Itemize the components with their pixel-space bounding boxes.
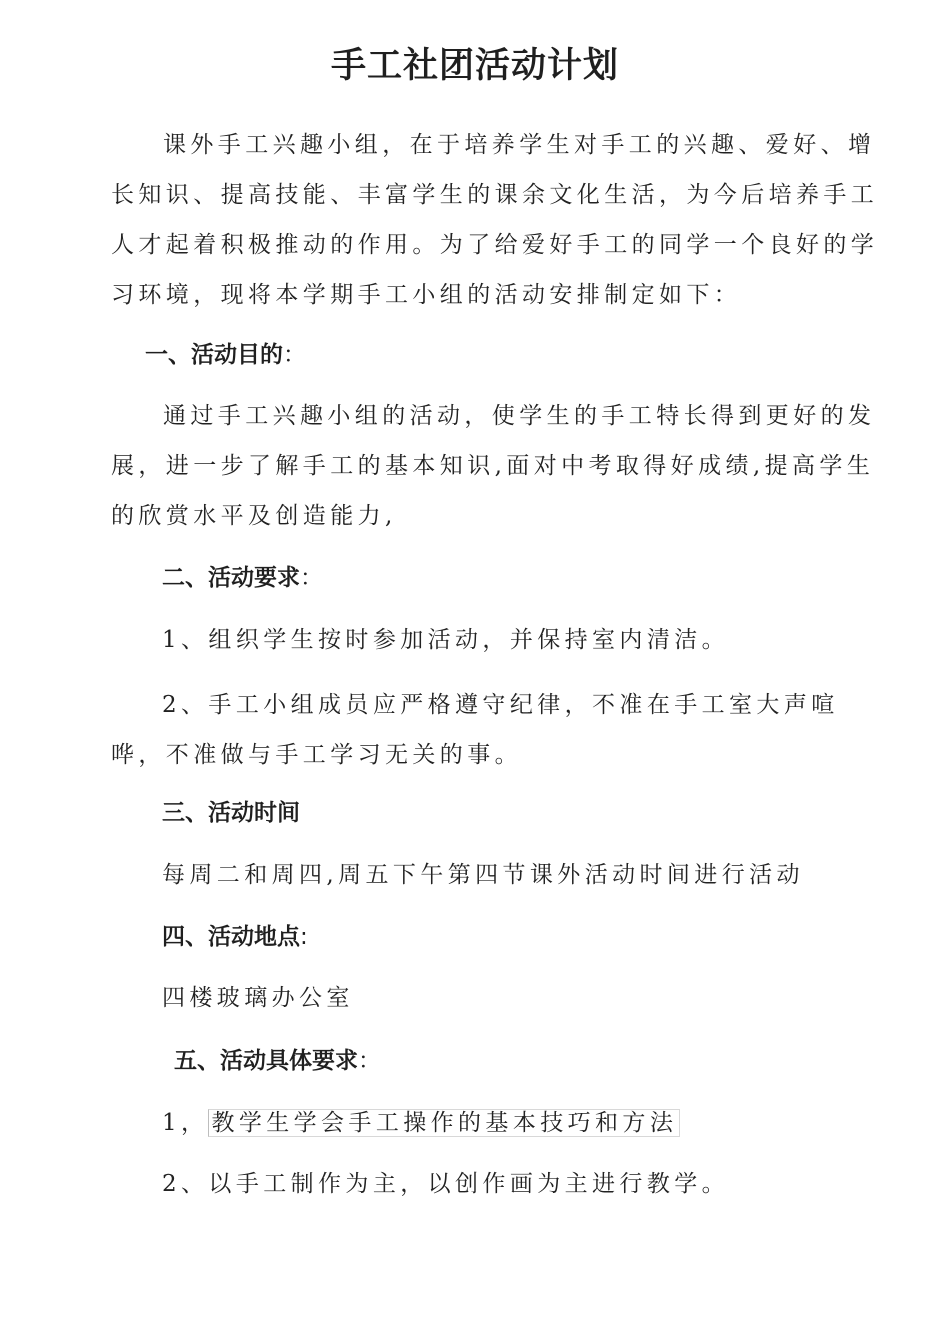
section-heading-purpose: 一、活动目的： <box>145 342 306 368</box>
document-title: 手工社团活动计划 <box>330 46 619 86</box>
location-text: 四楼玻璃办公室 <box>162 985 354 1011</box>
requirement-item-1: 1、组织学生按时参加活动，并保持室内清洁。 <box>162 627 730 653</box>
requirement-item-2: 2、手工小组成员应严格遵守纪律，不准在手工室大声喧哗，不准做与手工学习无关的事。 <box>111 692 839 768</box>
section-heading-time: 三、活动时间 <box>162 800 300 826</box>
specific-item-1-text: 教学生学会手工操作的基本技巧和方法 <box>208 1109 680 1137</box>
purpose-paragraph: 通过手工兴趣小组的活动，使学生的手工特长得到更好的发展，进一步了解手工的基本知识,面对中考取得好成绩,提高学生的欣赏水平及创造能力, <box>111 403 876 529</box>
intro-paragraph: 课外手工兴趣小组，在于培养学生对手工的兴趣、爱好、增长知识、提高技能、丰富学生的课余文化生活，为今后培养手工人才起着积极推动的作用。为了给爱好手工的同学一个良好的学习环境，现将本学期手工小组的活动安排制定如下： <box>111 132 879 308</box>
section-heading-requirements: 二、活动要求： <box>162 565 323 591</box>
section-heading-specific-requirements: 五、活动具体要求： <box>174 1048 381 1074</box>
section-heading-location: 四、活动地点: <box>162 924 308 950</box>
specific-item-1-number: 1， <box>162 1110 209 1136</box>
specific-item-2: 2、以手工制作为主，以创作画为主进行教学。 <box>162 1171 730 1197</box>
specific-item-1 <box>162 1103 680 1143</box>
time-text: 每周二和周四,周五下午第四节课外活动时间进行活动 <box>162 862 804 888</box>
